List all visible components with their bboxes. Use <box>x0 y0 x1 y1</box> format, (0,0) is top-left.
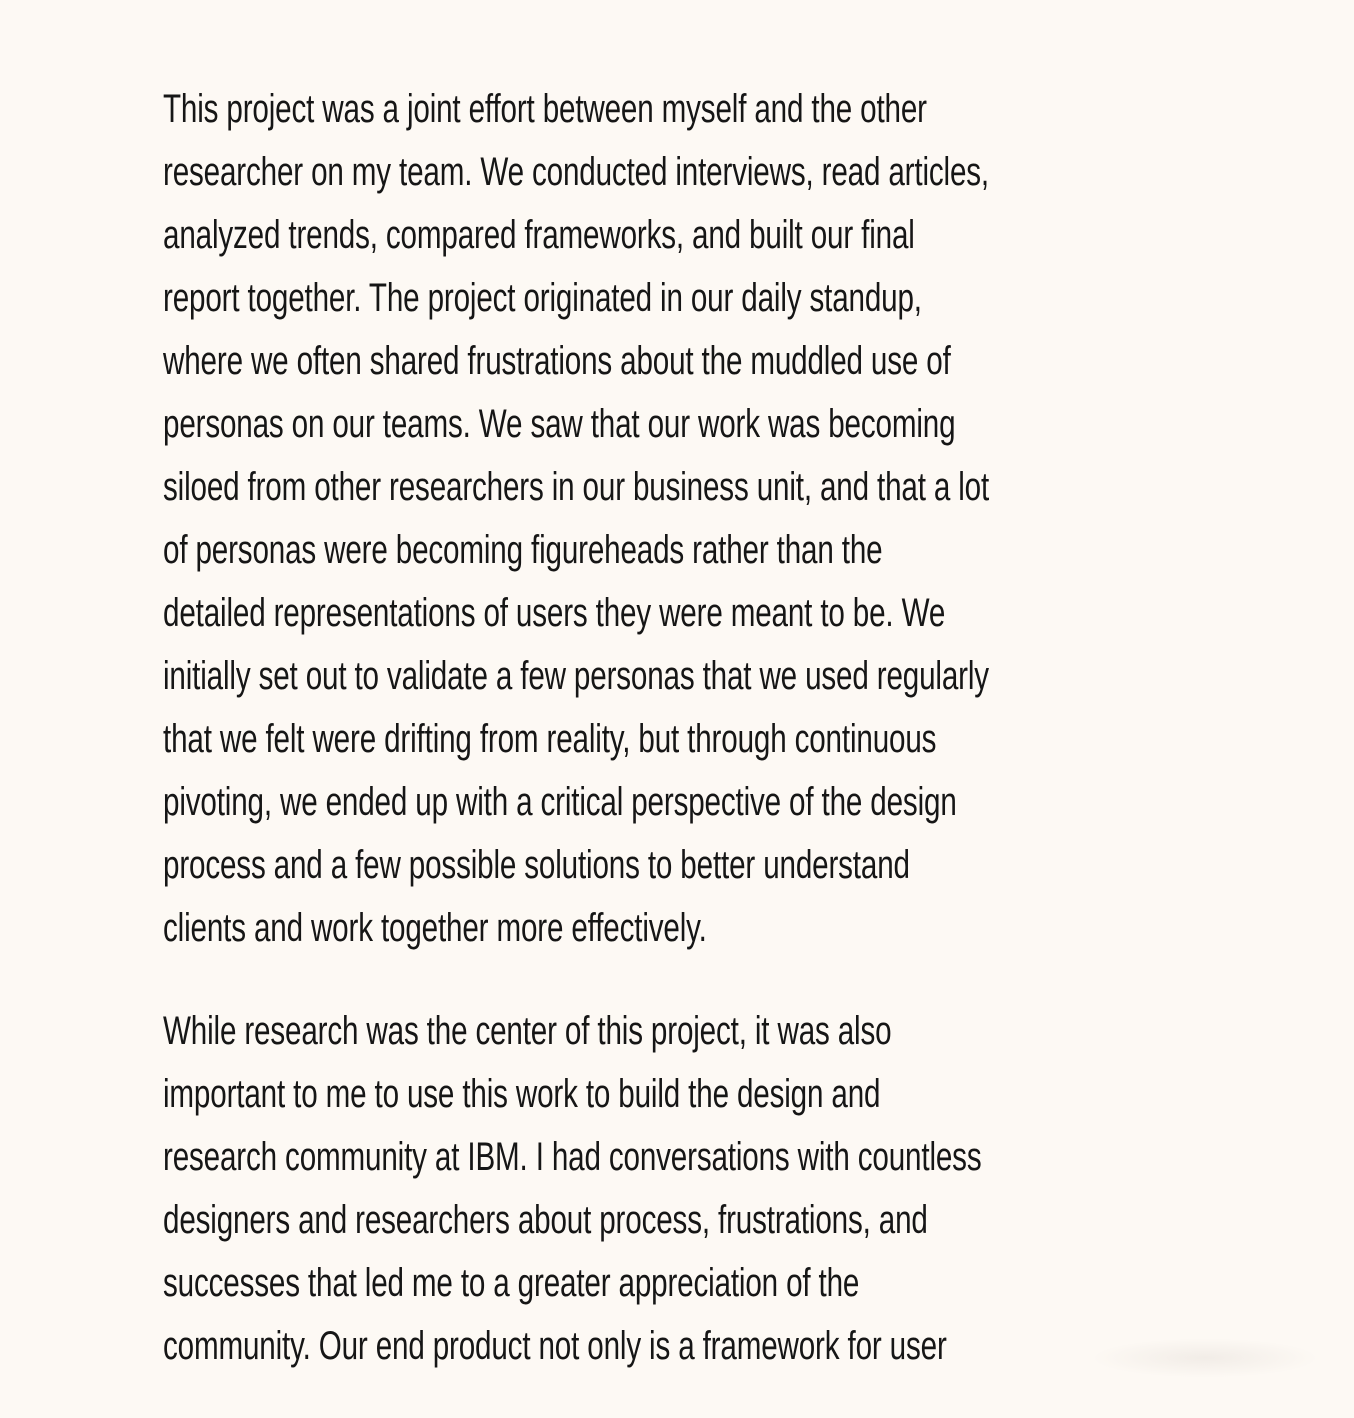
text-line: This project was a joint effort between myself and the other <box>163 87 927 131</box>
text-line: important to me to use this work to build the design and <box>163 1072 881 1116</box>
text-line: where we often shared frustrations about the muddled use of <box>163 339 951 383</box>
text-line: pivoting, we ended up with a critical perspective of the design <box>163 780 957 824</box>
text-line: While research was the center of this project, it was also <box>163 1009 892 1053</box>
text-line: designers and researchers about process, frustrations, and <box>163 1198 928 1242</box>
paragraph <box>163 1000 1303 1378</box>
text-line: initially set out to validate a few personas that we used regularly <box>163 654 989 698</box>
text-line: research community at IBM. I had conversations with countless <box>163 1135 982 1179</box>
paragraph <box>163 78 1303 960</box>
text-line: process and a few possible solutions to better understand <box>163 843 910 887</box>
text-line: community. Our end product not only is a framework for user <box>163 1324 947 1368</box>
text-line: researcher on my team. We conducted interviews, read articles, <box>163 150 990 194</box>
text-line: detailed representations of users they were meant to be. We <box>163 591 946 635</box>
text-line: successes that led me to a greater appreciation of the <box>163 1261 860 1305</box>
text-line: clients and work together more effectively. <box>163 906 707 950</box>
text-line: of personas were becoming figureheads rather than the <box>163 528 883 572</box>
text-line: report together. The project originated in our daily standup, <box>163 276 922 320</box>
text-line: personas on our teams. We saw that our work was becoming <box>163 402 956 446</box>
article-body <box>163 78 1303 1418</box>
text-line: siloed from other researchers in our business unit, and that a lot <box>163 465 990 509</box>
text-line: that we felt were drifting from reality, but through continuous <box>163 717 937 761</box>
text-line: analyzed trends, compared frameworks, and built our final <box>163 213 915 257</box>
